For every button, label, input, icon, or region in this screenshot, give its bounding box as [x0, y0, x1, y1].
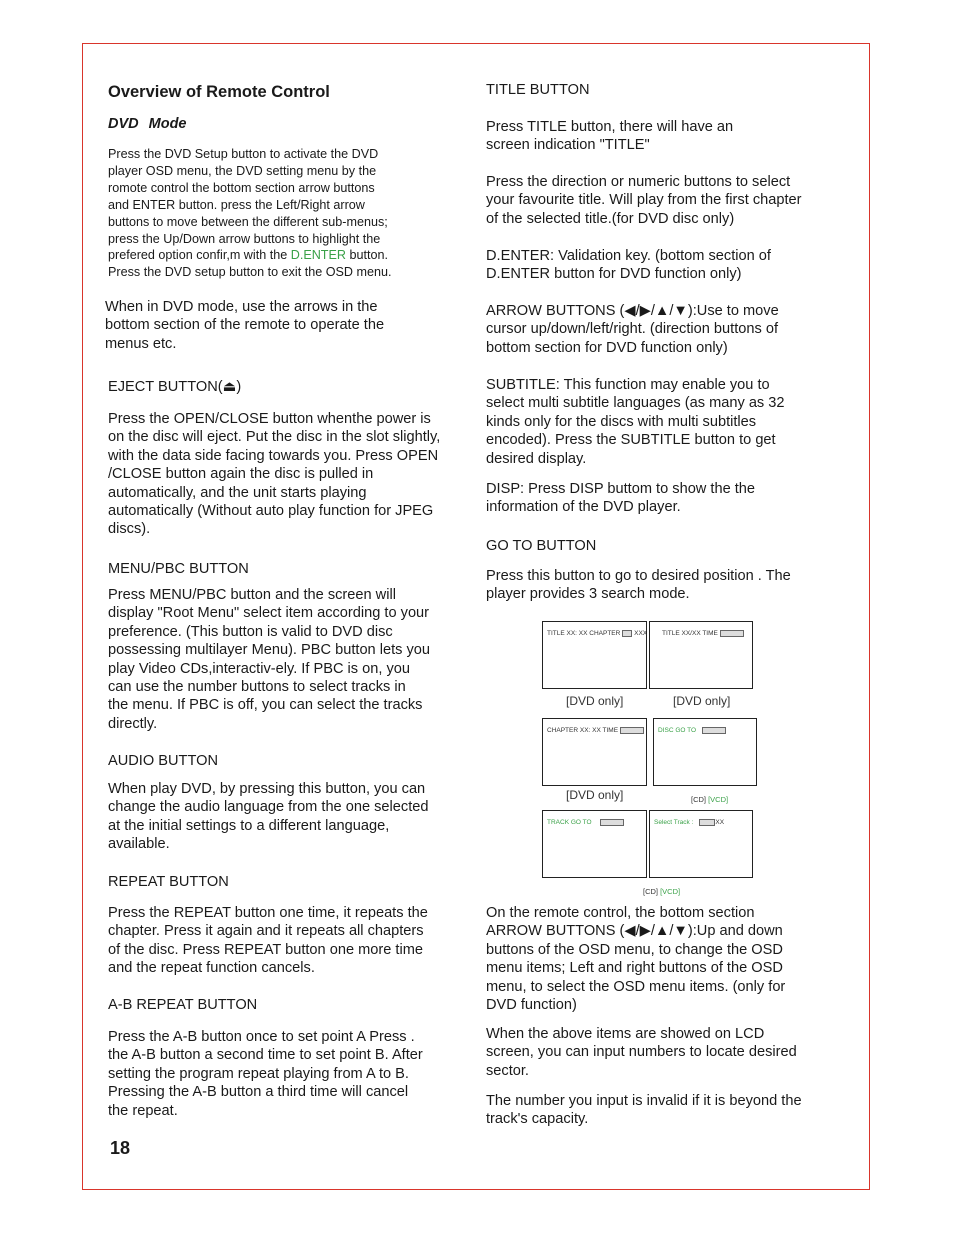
goto-paragraph: Press this button to go to desired position . The player provides 3 search mode. — [486, 568, 791, 603]
subtitle-paragraph: SUBTITLE: This function may enable you to select multi subtitle languages (as many as 32 kinds only for the discs with multi subtitles encoded). Press the SUBTITLE button to get desired display. — [486, 377, 785, 467]
repeat-paragraph: Press the REPEAT button one time, it repeats the chapter. Press it again and it repeats all chapters of the disc. Press REPEAT button one more time and the repeat function cancels. — [108, 905, 428, 977]
input-box — [699, 819, 715, 826]
screen-track-goto — [542, 810, 647, 878]
caption-vcd: [VCD] — [660, 887, 681, 896]
input-box — [620, 727, 644, 734]
setup-line: player OSD menu, the DVD setting menu by the — [108, 163, 377, 178]
screen-text: TITLE XX/XX TIME — [662, 630, 718, 638]
ab-repeat-paragraph: Press the A-B button once to set point A Press . the A-B button a second time to set point B. After setting the program repeat playing from A to B. Pressing the A-B button a third time will cancel the repeat. — [108, 1029, 423, 1119]
ab-repeat-heading: A-B REPEAT BUTTON — [108, 997, 258, 1013]
setup-line-7-end: button. — [346, 248, 389, 263]
setup-line: Press the DVD Setup button to activate the DVD — [108, 147, 379, 161]
caption-cd: [CD] — [691, 795, 706, 804]
menu-pbc-paragraph: Press MENU/PBC button and the screen will display "Root Menu" select item according to your preference. (This button is valid to DVD disc possessing multilayer Menu). PBC button lets you play Video CDs,interactiv-ely. If PBC is on, you can use the number buttons to select tracks in the menu. If PBC is off, you can select the tracks directly. — [108, 587, 431, 732]
setup-line: romote control the bottom section arrow buttons — [108, 180, 375, 195]
screen-title-time — [649, 621, 753, 689]
screen-label — [662, 630, 744, 637]
screen-text: XX — [715, 819, 725, 827]
screen-text: TRACK GO TO — [547, 819, 592, 827]
title-button-heading: TITLE BUTTON — [486, 82, 590, 98]
screen-label — [547, 630, 647, 637]
screen-title-chapter — [542, 621, 647, 689]
screen-text: Select Track : — [654, 819, 694, 827]
audio-heading: AUDIO BUTTON — [108, 753, 219, 769]
screen-disc-goto — [653, 718, 757, 786]
screen-text: DISC GO TO — [658, 727, 697, 735]
d-enter-paragraph: D.ENTER: Validation key. (bottom section of D.ENTER button for DVD function only) — [486, 248, 771, 283]
setup-line: Press the DVD setup button to exit the OSD menu. — [108, 265, 392, 280]
caption-dvd-only: [DVD only] — [566, 694, 624, 708]
invalid-input-paragraph: The number you input is invalid if it is beyond the track's capacity. — [486, 1093, 802, 1128]
screen-label — [547, 727, 644, 734]
menu-pbc-heading: MENU/PBC BUTTON — [108, 561, 249, 577]
setup-line-7-text: prefered option confir,m with the — [108, 248, 291, 263]
setup-line: buttons to move between the different sub-menus; — [108, 214, 388, 229]
goto-heading: GO TO BUTTON — [486, 538, 597, 554]
screen-text: XXX — [634, 630, 648, 638]
lcd-input-paragraph: When the above items are showed on LCD screen, you can input numbers to locate desired sector. — [486, 1026, 797, 1079]
osd-arrow-paragraph: On the remote control, the bottom section ARROW BUTTONS (◀/▶/▲/▼):Up and down buttons of the OSD menu, to change the OSD menu items; Left and right buttons of the OSD menu, to select the OSD menu items. (only for DVD function) — [486, 905, 786, 1014]
page-number: 18 — [110, 1138, 131, 1158]
eject-heading: EJECT BUTTON(⏏) — [108, 379, 242, 395]
input-box — [622, 630, 632, 637]
setup-line: press the Up/Down arrow buttons to highlight the — [108, 231, 381, 246]
input-box — [600, 819, 624, 826]
dvd-mode-subtitle: DVD Mode — [108, 116, 187, 132]
dvd-setup-instructions — [108, 146, 458, 281]
d-enter-label: D.ENTER — [290, 248, 346, 263]
setup-line — [108, 247, 458, 264]
screen-label — [654, 819, 724, 826]
caption-cd-vcd — [691, 795, 728, 804]
caption-cd: [CD] — [643, 887, 658, 896]
audio-paragraph: When play DVD, by pressing this button, you can change the audio language from the one selected at the initial settings to a different language, available. — [108, 781, 429, 853]
title-select-paragraph: Press the direction or numeric buttons to select your favourite title. Will play from the first chapter of the selected title.(for DVD disc only) — [486, 174, 802, 227]
arrow-buttons-paragraph: ARROW BUTTONS (◀/▶/▲/▼):Use to move cursor up/down/left/right. (direction buttons of bottom section for DVD function only) — [486, 303, 779, 356]
caption-vcd: [VCD] — [708, 795, 729, 804]
page-title: Overview of Remote Control — [108, 83, 330, 101]
screen-label — [547, 819, 624, 826]
screen-label — [658, 727, 726, 734]
disp-paragraph: DISP: Press DISP buttom to show the the information of the DVD player. — [486, 481, 756, 516]
title-button-paragraph: Press TITLE button, there will have an screen indication "TITLE" — [486, 119, 734, 154]
dvd-mode-paragraph: When in DVD mode, use the arrows in the bottom section of the remote to operate the menus etc. — [105, 299, 385, 352]
repeat-heading: REPEAT BUTTON — [108, 874, 229, 890]
screen-text: TITLE XX: XX CHAPTER — [547, 630, 621, 638]
input-box — [720, 630, 744, 637]
screen-text: CHAPTER XX: XX TIME — [547, 727, 619, 735]
caption-dvd-only: [DVD only] — [566, 788, 624, 802]
eject-paragraph: Press the OPEN/CLOSE button whenthe power is on the disc will eject. Put the disc in the slot slightly, with the data side facing towards you. Press OPEN /CLOSE button again the disc is pulled in automatically, and the unit starts playing automatically (Without auto play function for JPEG discs). — [108, 411, 441, 538]
setup-line: and ENTER button. press the Left/Right arrow — [108, 197, 365, 212]
screen-chapter-time — [542, 718, 647, 786]
caption-cd-vcd — [643, 887, 680, 896]
caption-dvd-only: [DVD only] — [673, 694, 731, 708]
screen-select-track — [649, 810, 753, 878]
input-box — [702, 727, 726, 734]
